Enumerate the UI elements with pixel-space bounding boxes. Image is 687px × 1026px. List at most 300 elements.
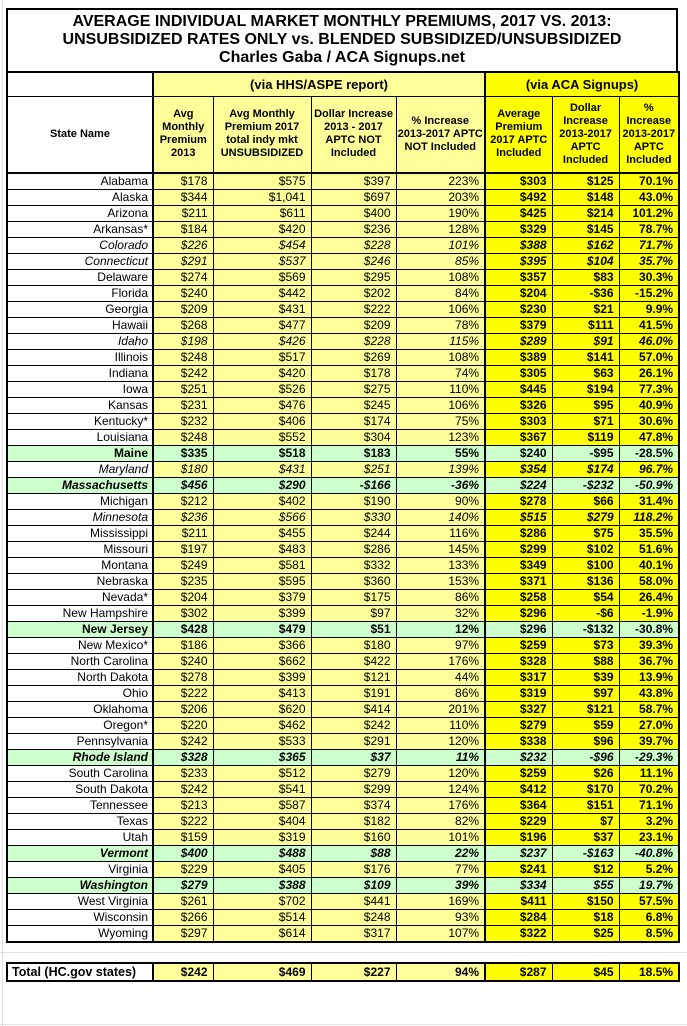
- value-cell: $71: [552, 414, 619, 430]
- value-cell: $335: [153, 446, 213, 462]
- value-cell: $226: [153, 238, 213, 254]
- column-header-avg-2017-unsubsidized: Avg Monthly Premium 2017 total indy mkt UNSUBSIDIZED: [213, 96, 311, 173]
- value-cell: $59: [552, 718, 619, 734]
- total-value-cell: 18.5%: [619, 963, 679, 981]
- value-cell: -$6: [552, 606, 619, 622]
- table-row: [7, 398, 679, 414]
- value-cell: 176%: [396, 654, 485, 670]
- table-row: [7, 558, 679, 574]
- value-cell: $426: [213, 334, 311, 350]
- value-cell: $279: [153, 878, 213, 894]
- value-cell: $349: [485, 558, 552, 574]
- state-cell: Alaska: [7, 190, 153, 206]
- value-cell: $241: [485, 862, 552, 878]
- value-cell: $182: [311, 814, 396, 830]
- value-cell: $512: [213, 766, 311, 782]
- value-cell: $290: [213, 478, 311, 494]
- value-cell: $445: [485, 382, 552, 398]
- value-cell: $75: [552, 526, 619, 542]
- table-row: [7, 526, 679, 542]
- value-cell: $431: [213, 302, 311, 318]
- value-cell: $100: [552, 558, 619, 574]
- table-row: [7, 254, 679, 270]
- table-row: [7, 270, 679, 286]
- value-cell: $286: [485, 526, 552, 542]
- table-row: [7, 206, 679, 222]
- table-row: [7, 782, 679, 798]
- value-cell: 8.5%: [619, 926, 679, 943]
- value-cell: $697: [311, 190, 396, 206]
- value-cell: 190%: [396, 206, 485, 222]
- table-row: [7, 334, 679, 350]
- table-row: [7, 366, 679, 382]
- value-cell: $404: [213, 814, 311, 830]
- value-cell: $26: [552, 766, 619, 782]
- value-cell: 115%: [396, 334, 485, 350]
- value-cell: $235: [153, 574, 213, 590]
- state-cell: North Dakota: [7, 670, 153, 686]
- value-cell: $454: [213, 238, 311, 254]
- table-row: [7, 222, 679, 238]
- value-cell: $159: [153, 830, 213, 846]
- value-cell: $197: [153, 542, 213, 558]
- value-cell: $319: [485, 686, 552, 702]
- total-value-cell: $469: [213, 963, 311, 981]
- value-cell: $242: [153, 366, 213, 382]
- group-header-hhs: (via HHS/ASPE report): [153, 72, 485, 96]
- table-row: [7, 750, 679, 766]
- value-cell: $194: [552, 382, 619, 398]
- table-body: [7, 173, 679, 942]
- value-cell: $479: [213, 622, 311, 638]
- value-cell: 30.6%: [619, 414, 679, 430]
- value-cell: $39: [552, 670, 619, 686]
- value-cell: 39.3%: [619, 638, 679, 654]
- value-cell: $304: [311, 430, 396, 446]
- value-cell: $174: [552, 462, 619, 478]
- value-cell: $151: [552, 798, 619, 814]
- state-cell: Hawaii: [7, 318, 153, 334]
- value-cell: 35.5%: [619, 526, 679, 542]
- value-cell: $102: [552, 542, 619, 558]
- value-cell: 22%: [396, 846, 485, 862]
- column-header-dollar-increase-no-aptc: Dollar Increase 2013 - 2017 APTC NOT Included: [311, 96, 396, 173]
- value-cell: $374: [311, 798, 396, 814]
- value-cell: $121: [552, 702, 619, 718]
- value-cell: 203%: [396, 190, 485, 206]
- value-cell: -40.8%: [619, 846, 679, 862]
- value-cell: 57.0%: [619, 350, 679, 366]
- value-cell: $228: [311, 334, 396, 350]
- value-cell: $488: [213, 846, 311, 862]
- value-cell: $248: [153, 430, 213, 446]
- value-cell: $614: [213, 926, 311, 943]
- table-row: [7, 542, 679, 558]
- value-cell: 106%: [396, 398, 485, 414]
- value-cell: $209: [153, 302, 213, 318]
- value-cell: $269: [311, 350, 396, 366]
- value-cell: $125: [552, 173, 619, 190]
- value-cell: $206: [153, 702, 213, 718]
- state-cell: Ohio: [7, 686, 153, 702]
- table-row: [7, 670, 679, 686]
- value-cell: $702: [213, 894, 311, 910]
- value-cell: $295: [311, 270, 396, 286]
- state-cell: Montana: [7, 558, 153, 574]
- state-cell: Arkansas*: [7, 222, 153, 238]
- value-cell: $397: [311, 173, 396, 190]
- state-cell: Vermont: [7, 846, 153, 862]
- value-cell: $25: [552, 926, 619, 943]
- value-cell: -29.3%: [619, 750, 679, 766]
- value-cell: $198: [153, 334, 213, 350]
- value-cell: $180: [311, 638, 396, 654]
- table-row: [7, 798, 679, 814]
- value-cell: $518: [213, 446, 311, 462]
- value-cell: -1.9%: [619, 606, 679, 622]
- value-cell: 108%: [396, 270, 485, 286]
- title-line-3: Charles Gaba / ACA Signups.net: [219, 49, 465, 66]
- value-cell: 19.7%: [619, 878, 679, 894]
- table-title: [6, 8, 678, 73]
- value-cell: 86%: [396, 686, 485, 702]
- value-cell: $242: [153, 734, 213, 750]
- value-cell: $357: [485, 270, 552, 286]
- value-cell: $275: [311, 382, 396, 398]
- value-cell: $566: [213, 510, 311, 526]
- value-cell: 32%: [396, 606, 485, 622]
- value-cell: 30.3%: [619, 270, 679, 286]
- value-cell: 85%: [396, 254, 485, 270]
- value-cell: 223%: [396, 173, 485, 190]
- table-row: [7, 350, 679, 366]
- table-row: [7, 462, 679, 478]
- value-cell: $1,041: [213, 190, 311, 206]
- table-row: [7, 830, 679, 846]
- state-cell: Georgia: [7, 302, 153, 318]
- value-cell: 107%: [396, 926, 485, 943]
- value-cell: $379: [485, 318, 552, 334]
- value-cell: $251: [153, 382, 213, 398]
- state-cell: Maryland: [7, 462, 153, 478]
- value-cell: $209: [311, 318, 396, 334]
- value-cell: $178: [153, 173, 213, 190]
- value-cell: 110%: [396, 718, 485, 734]
- value-cell: -$96: [552, 750, 619, 766]
- value-cell: $442: [213, 286, 311, 302]
- value-cell: $145: [552, 222, 619, 238]
- column-header-avg-2013: Avg Monthly Premium 2013: [153, 96, 213, 173]
- table-row: [7, 430, 679, 446]
- value-cell: $211: [153, 206, 213, 222]
- value-cell: 101%: [396, 238, 485, 254]
- value-cell: $96: [552, 734, 619, 750]
- value-cell: $533: [213, 734, 311, 750]
- value-cell: $302: [153, 606, 213, 622]
- value-cell: $236: [311, 222, 396, 238]
- value-cell: $477: [213, 318, 311, 334]
- value-cell: $329: [485, 222, 552, 238]
- value-cell: $274: [153, 270, 213, 286]
- value-cell: 36.7%: [619, 654, 679, 670]
- state-cell: South Dakota: [7, 782, 153, 798]
- value-cell: $224: [485, 478, 552, 494]
- state-cell: New Mexico*: [7, 638, 153, 654]
- state-cell: Delaware: [7, 270, 153, 286]
- state-cell: Illinois: [7, 350, 153, 366]
- value-cell: $462: [213, 718, 311, 734]
- value-cell: $91: [552, 334, 619, 350]
- value-cell: 6.8%: [619, 910, 679, 926]
- value-cell: 145%: [396, 542, 485, 558]
- value-cell: $611: [213, 206, 311, 222]
- state-cell: Oregon*: [7, 718, 153, 734]
- value-cell: $587: [213, 798, 311, 814]
- value-cell: $317: [485, 670, 552, 686]
- value-cell: -$232: [552, 478, 619, 494]
- value-cell: $229: [485, 814, 552, 830]
- value-cell: $379: [213, 590, 311, 606]
- value-cell: $326: [485, 398, 552, 414]
- value-cell: $184: [153, 222, 213, 238]
- value-cell: 90%: [396, 494, 485, 510]
- value-cell: $334: [485, 878, 552, 894]
- value-cell: 39%: [396, 878, 485, 894]
- value-cell: $279: [485, 718, 552, 734]
- value-cell: 3.2%: [619, 814, 679, 830]
- value-cell: -36%: [396, 478, 485, 494]
- value-cell: 41.5%: [619, 318, 679, 334]
- value-cell: $63: [552, 366, 619, 382]
- value-cell: $231: [153, 398, 213, 414]
- value-cell: $327: [485, 702, 552, 718]
- value-cell: $620: [213, 702, 311, 718]
- value-cell: 140%: [396, 510, 485, 526]
- title-line-2: UNSUBSIDIZED RATES ONLY vs. BLENDED SUBSIDIZED/UNSUBSIDIZED: [62, 31, 622, 48]
- value-cell: $196: [485, 830, 552, 846]
- value-cell: 118.2%: [619, 510, 679, 526]
- state-cell: Nebraska: [7, 574, 153, 590]
- value-cell: $162: [552, 238, 619, 254]
- value-cell: $176: [311, 862, 396, 878]
- value-cell: 120%: [396, 766, 485, 782]
- value-cell: 101%: [396, 830, 485, 846]
- table-row: [7, 606, 679, 622]
- value-cell: $230: [485, 302, 552, 318]
- value-cell: 51.6%: [619, 542, 679, 558]
- value-cell: $95: [552, 398, 619, 414]
- value-cell: $12: [552, 862, 619, 878]
- state-cell: Arizona: [7, 206, 153, 222]
- value-cell: 101.2%: [619, 206, 679, 222]
- state-cell: Washington: [7, 878, 153, 894]
- table-row: [7, 894, 679, 910]
- value-cell: $186: [153, 638, 213, 654]
- value-cell: $420: [213, 222, 311, 238]
- value-cell: $18: [552, 910, 619, 926]
- value-cell: $371: [485, 574, 552, 590]
- value-cell: 169%: [396, 894, 485, 910]
- table-row: [7, 414, 679, 430]
- value-cell: -50.9%: [619, 478, 679, 494]
- column-header-avg-2017-aptc: Average Premium 2017 APTC Included: [485, 96, 552, 173]
- value-cell: 123%: [396, 430, 485, 446]
- value-cell: $317: [311, 926, 396, 943]
- state-cell: Wisconsin: [7, 910, 153, 926]
- value-cell: -30.8%: [619, 622, 679, 638]
- value-cell: $284: [485, 910, 552, 926]
- value-cell: $141: [552, 350, 619, 366]
- state-cell: Indiana: [7, 366, 153, 382]
- value-cell: $332: [311, 558, 396, 574]
- value-cell: $214: [552, 206, 619, 222]
- value-cell: 86%: [396, 590, 485, 606]
- value-cell: $73: [552, 638, 619, 654]
- value-cell: $88: [311, 846, 396, 862]
- value-cell: $212: [153, 494, 213, 510]
- value-cell: $319: [213, 830, 311, 846]
- table-row: [7, 926, 679, 943]
- value-cell: $552: [213, 430, 311, 446]
- table-row: [7, 814, 679, 830]
- value-cell: 116%: [396, 526, 485, 542]
- value-cell: $251: [311, 462, 396, 478]
- value-cell: $261: [153, 894, 213, 910]
- value-cell: $222: [153, 814, 213, 830]
- value-cell: $575: [213, 173, 311, 190]
- total-row: [7, 963, 679, 981]
- value-cell: 70.2%: [619, 782, 679, 798]
- table-row: [7, 846, 679, 862]
- value-cell: $399: [213, 670, 311, 686]
- value-cell: $413: [213, 686, 311, 702]
- value-cell: 40.9%: [619, 398, 679, 414]
- value-cell: $514: [213, 910, 311, 926]
- value-cell: $248: [153, 350, 213, 366]
- value-cell: $400: [311, 206, 396, 222]
- table-row: [7, 590, 679, 606]
- value-cell: $21: [552, 302, 619, 318]
- value-cell: 58.0%: [619, 574, 679, 590]
- value-cell: $365: [213, 750, 311, 766]
- value-cell: $354: [485, 462, 552, 478]
- value-cell: $305: [485, 366, 552, 382]
- value-cell: $97: [311, 606, 396, 622]
- value-cell: $400: [153, 846, 213, 862]
- value-cell: 43.8%: [619, 686, 679, 702]
- value-cell: $259: [485, 766, 552, 782]
- state-cell: New Jersey: [7, 622, 153, 638]
- state-cell: Michigan: [7, 494, 153, 510]
- state-cell: Oklahoma: [7, 702, 153, 718]
- value-cell: $97: [552, 686, 619, 702]
- state-cell: Tennessee: [7, 798, 153, 814]
- column-header-dollar-increase-aptc: Dollar Increase 2013-2017 APTC Included: [552, 96, 619, 173]
- value-cell: -$163: [552, 846, 619, 862]
- table-row: [7, 654, 679, 670]
- table-row: [7, 446, 679, 462]
- value-cell: 46.0%: [619, 334, 679, 350]
- value-cell: $289: [485, 334, 552, 350]
- value-cell: $246: [311, 254, 396, 270]
- value-cell: 128%: [396, 222, 485, 238]
- value-cell: 84%: [396, 286, 485, 302]
- value-cell: $360: [311, 574, 396, 590]
- value-cell: $330: [311, 510, 396, 526]
- value-cell: $175: [311, 590, 396, 606]
- value-cell: $344: [153, 190, 213, 206]
- value-cell: $37: [552, 830, 619, 846]
- value-cell: 176%: [396, 798, 485, 814]
- value-cell: $278: [153, 670, 213, 686]
- value-cell: $240: [153, 286, 213, 302]
- value-cell: $232: [153, 414, 213, 430]
- state-cell: Kansas: [7, 398, 153, 414]
- table-row: [7, 318, 679, 334]
- table-row: [7, 302, 679, 318]
- total-value-cell: 94%: [396, 963, 485, 981]
- value-cell: $299: [485, 542, 552, 558]
- value-cell: -$36: [552, 286, 619, 302]
- value-cell: $204: [485, 286, 552, 302]
- value-cell: -$166: [311, 478, 396, 494]
- value-cell: $191: [311, 686, 396, 702]
- value-cell: $389: [485, 350, 552, 366]
- value-cell: $136: [552, 574, 619, 590]
- state-cell: South Carolina: [7, 766, 153, 782]
- value-cell: 77.3%: [619, 382, 679, 398]
- value-cell: 70.1%: [619, 173, 679, 190]
- column-header-state: State Name: [7, 96, 153, 173]
- value-cell: 47.8%: [619, 430, 679, 446]
- value-cell: $441: [311, 894, 396, 910]
- state-cell: Minnesota: [7, 510, 153, 526]
- state-cell: Missouri: [7, 542, 153, 558]
- value-cell: $111: [552, 318, 619, 334]
- value-cell: 55%: [396, 446, 485, 462]
- table-row: [7, 382, 679, 398]
- value-cell: $366: [213, 638, 311, 654]
- value-cell: $178: [311, 366, 396, 382]
- state-cell: Louisiana: [7, 430, 153, 446]
- value-cell: $412: [485, 782, 552, 798]
- value-cell: $237: [485, 846, 552, 862]
- value-cell: $109: [311, 878, 396, 894]
- value-cell: 93%: [396, 910, 485, 926]
- value-cell: $55: [552, 878, 619, 894]
- value-cell: $388: [213, 878, 311, 894]
- value-cell: $51: [311, 622, 396, 638]
- value-cell: $54: [552, 590, 619, 606]
- state-cell: Colorado: [7, 238, 153, 254]
- value-cell: $456: [153, 478, 213, 494]
- value-cell: 133%: [396, 558, 485, 574]
- value-cell: 120%: [396, 734, 485, 750]
- value-cell: $581: [213, 558, 311, 574]
- value-cell: $245: [311, 398, 396, 414]
- value-cell: $338: [485, 734, 552, 750]
- table-row: [7, 510, 679, 526]
- value-cell: $229: [153, 862, 213, 878]
- value-cell: $259: [485, 638, 552, 654]
- value-cell: $286: [311, 542, 396, 558]
- value-cell: $160: [311, 830, 396, 846]
- value-cell: $220: [153, 718, 213, 734]
- value-cell: $183: [311, 446, 396, 462]
- value-cell: 153%: [396, 574, 485, 590]
- value-cell: $395: [485, 254, 552, 270]
- total-value-cell: $242: [153, 963, 213, 981]
